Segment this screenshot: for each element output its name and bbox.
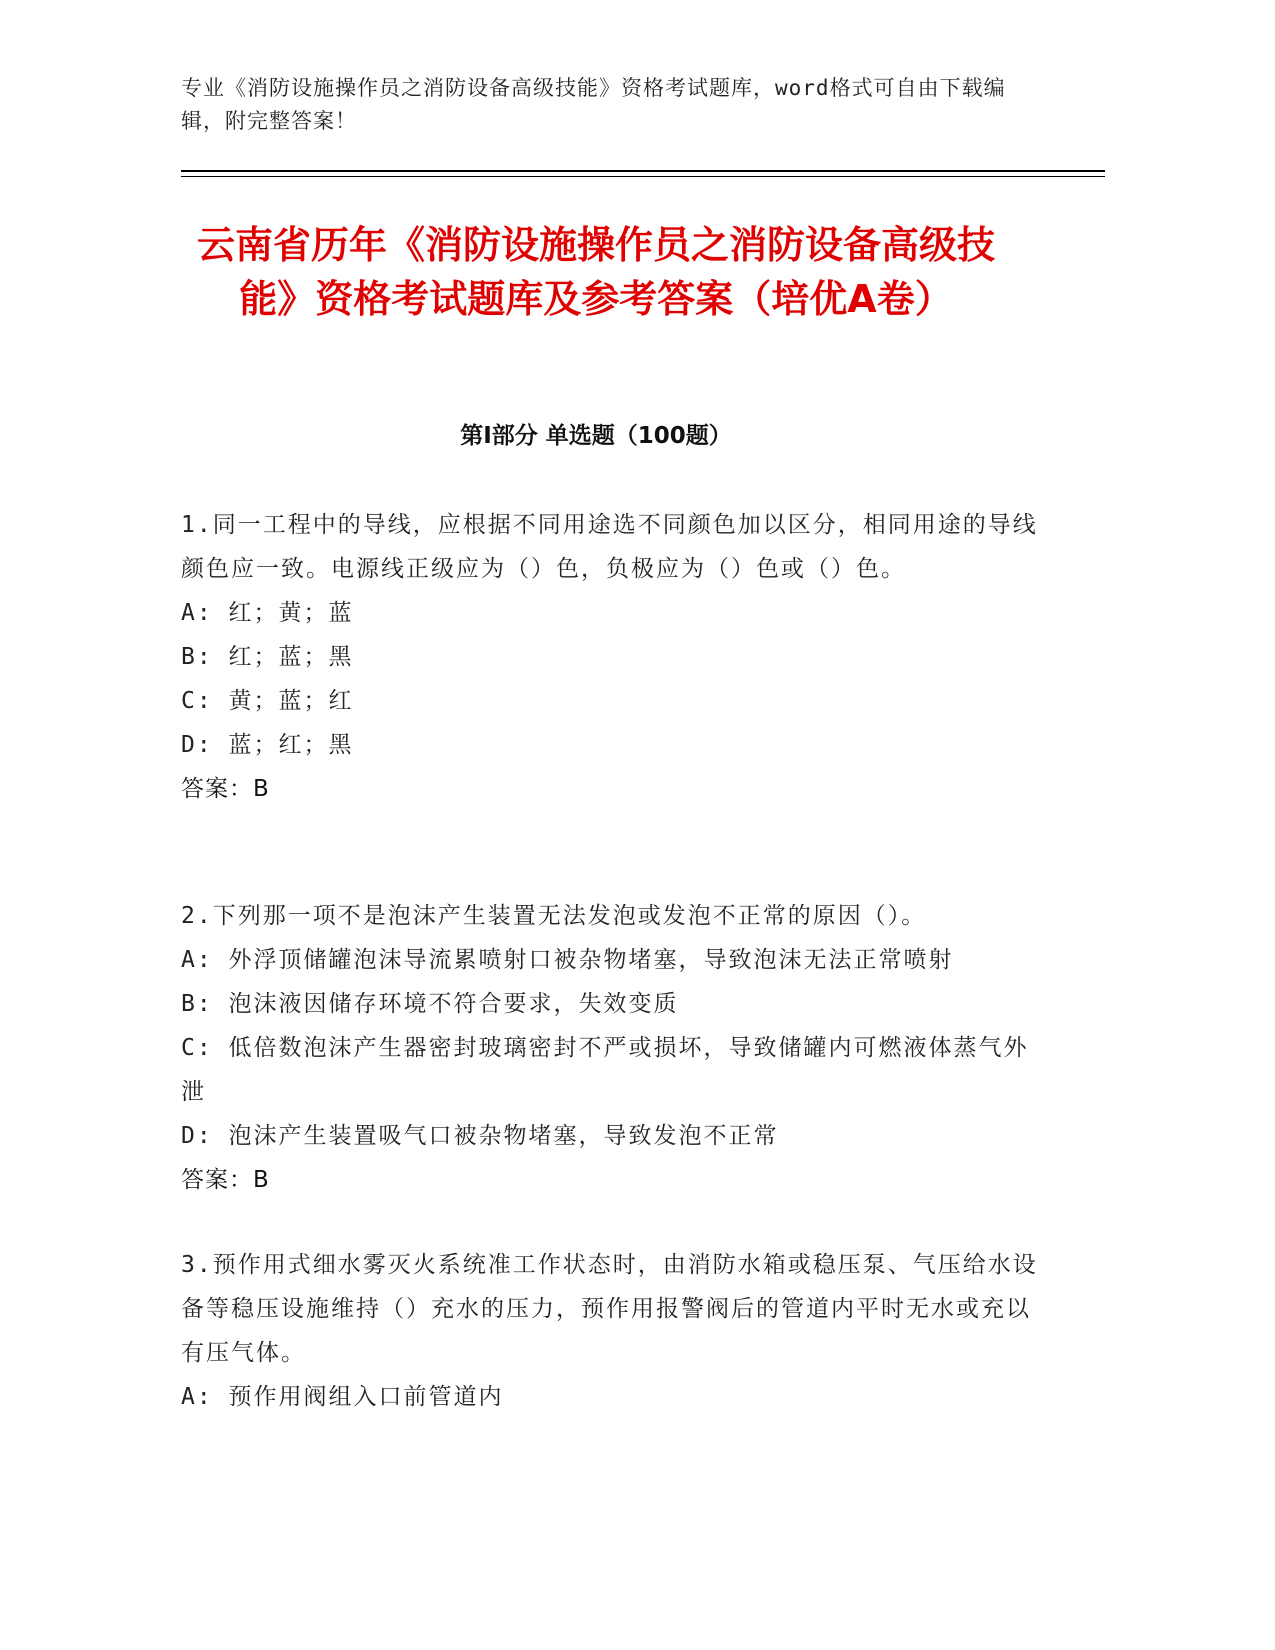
option-d: D: 蓝；红；黑 (181, 732, 354, 758)
header-note: 专业《消防设施操作员之消防设备高级技能》资格考试题库，word格式可自由下载编辑，附完整答案！ (181, 76, 1006, 133)
option-a: A: 预作用阀组入口前管道内 (181, 1384, 504, 1410)
question-2 (181, 894, 1041, 1202)
header-divider-thick (181, 170, 1105, 172)
section-heading: 第Ⅰ部分 单选题（100题） (460, 423, 732, 449)
option-c: C: 黄；蓝；红 (181, 688, 354, 714)
option-a: A: 外浮顶储罐泡沫导流累喷射口被杂物堵塞，导致泡沫无法正常喷射 (181, 947, 954, 973)
question-stem: 2.下列那一项不是泡沫产生装置无法发泡或发泡不正常的原因（）。 (181, 903, 927, 929)
header-divider-thin (181, 176, 1105, 177)
question-3 (181, 1243, 1041, 1419)
question-stem: 3.预作用式细水雾灭火系统准工作状态时，由消防水箱或稳压泵、气压给水设备等稳压设施维持（）充水的压力，预作用报警阀后的管道内平时无水或充以有压气体。 (181, 1252, 1038, 1366)
answer-label: 答案：B (181, 1167, 270, 1193)
option-c: C: 低倍数泡沫产生器密封玻璃密封不严或损坏，导致储罐内可燃液体蒸气外泄 (181, 1035, 1029, 1105)
option-d: D: 泡沫产生装置吸气口被杂物堵塞，导致发泡不正常 (181, 1123, 779, 1149)
document-title: 云南省历年《消防设施操作员之消防设备高级技能》资格考试题库及参考答案（培优A卷） (196, 223, 995, 321)
option-a: A: 红；黄；蓝 (181, 600, 354, 626)
question-1 (181, 503, 1041, 811)
question-stem: 1.同一工程中的导线，应根据不同用途选不同颜色加以区分，相同用途的导线颜色应一致。电源线正级应为（）色，负极应为（）色或（）色。 (181, 512, 1038, 582)
answer-label: 答案：B (181, 776, 270, 802)
option-b: B: 泡沫液因储存环境不符合要求，失效变质 (181, 991, 679, 1017)
option-b: B: 红；蓝；黑 (181, 644, 354, 670)
